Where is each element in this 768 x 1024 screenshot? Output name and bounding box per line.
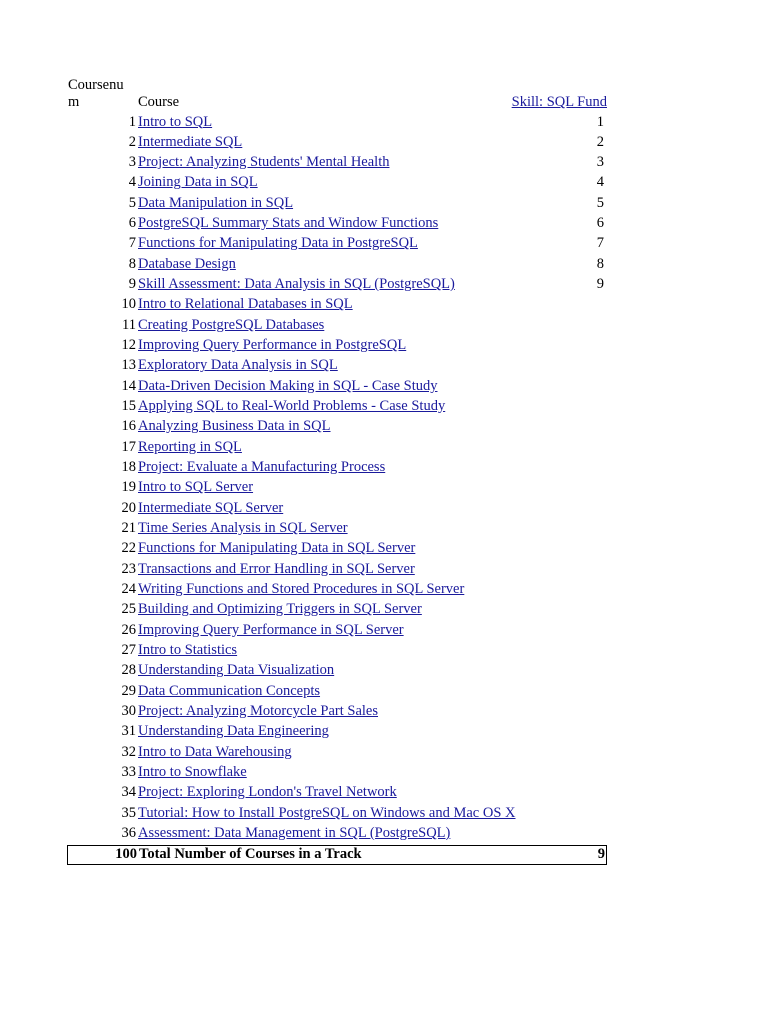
- course-number: 22: [121, 540, 136, 557]
- table-row: [68, 683, 608, 703]
- skill-order: 4: [596, 174, 604, 191]
- course-link[interactable]: Improving Query Performance in SQL Server: [138, 621, 404, 638]
- table-row: [68, 479, 608, 499]
- table-row: [68, 317, 608, 337]
- table-row: [68, 337, 608, 357]
- table-row: [68, 744, 608, 764]
- table-row: [68, 703, 608, 723]
- table-row: [68, 256, 608, 276]
- course-number: 24: [121, 581, 136, 598]
- course-link[interactable]: Intro to Relational Databases in SQL: [138, 296, 353, 313]
- table-row: [68, 805, 608, 825]
- table-row: [68, 520, 608, 540]
- table-row: [68, 784, 608, 804]
- course-number: 3: [128, 154, 136, 171]
- table-row: [68, 235, 608, 255]
- course-link[interactable]: Tutorial: How to Install PostgreSQL on Windows and Mac OS X: [138, 804, 516, 821]
- course-number: 29: [121, 682, 136, 699]
- header-skill-link[interactable]: Skill: SQL Fund: [511, 94, 607, 110]
- table-row: [68, 561, 608, 581]
- table-row: [68, 622, 608, 642]
- course-link[interactable]: Functions for Manipulating Data in PostgreSQL: [138, 235, 418, 252]
- skill-order: 5: [596, 194, 604, 211]
- course-link[interactable]: Intro to Data Warehousing: [138, 743, 292, 760]
- course-number: 2: [128, 133, 136, 150]
- course-link[interactable]: Intermediate SQL: [138, 133, 243, 150]
- course-link[interactable]: Project: Evaluate a Manufacturing Process: [138, 459, 386, 476]
- course-link[interactable]: Creating PostgreSQL Databases: [138, 316, 325, 333]
- table-row: [68, 398, 608, 418]
- header-num-label: Coursenu m: [68, 77, 124, 110]
- table-row: [68, 825, 608, 845]
- table-row: [68, 418, 608, 438]
- table-row: [68, 357, 608, 377]
- course-link[interactable]: Project: Analyzing Motorcycle Part Sales: [138, 703, 379, 720]
- table-row: [68, 439, 608, 459]
- course-link[interactable]: Joining Data in SQL: [138, 174, 258, 191]
- table-row: [68, 195, 608, 215]
- course-number: 9: [128, 276, 136, 293]
- course-number: 28: [121, 662, 136, 679]
- course-link[interactable]: Project: Exploring London's Travel Network: [138, 784, 397, 801]
- course-number: 34: [121, 784, 136, 801]
- course-link[interactable]: Data Manipulation in SQL: [138, 194, 294, 211]
- skill-order: 7: [596, 235, 604, 252]
- course-number: 30: [121, 703, 136, 720]
- course-link[interactable]: Functions for Manipulating Data in SQL Server: [138, 540, 416, 557]
- course-link[interactable]: Assessment: Data Management in SQL (PostgreSQL): [138, 825, 451, 842]
- skill-order: 8: [596, 255, 604, 272]
- table-row: [68, 174, 608, 194]
- course-link[interactable]: Data-Driven Decision Making in SQL - Case Study: [138, 377, 438, 394]
- course-link[interactable]: Skill Assessment: Data Analysis in SQL (PostgreSQL): [138, 276, 455, 293]
- header-course-label: Course: [138, 94, 180, 110]
- course-number: 25: [121, 601, 136, 618]
- table-row: [68, 154, 608, 174]
- table-row: [68, 114, 608, 134]
- course-link[interactable]: Project: Analyzing Students' Mental Health: [138, 154, 390, 171]
- table-row: [68, 764, 608, 784]
- total-num: 100: [115, 846, 137, 862]
- table-row: [68, 276, 608, 296]
- course-link[interactable]: Data Communication Concepts: [138, 682, 321, 699]
- course-number: 16: [121, 418, 136, 435]
- table-row: [68, 378, 608, 398]
- table-row: [68, 581, 608, 601]
- course-number: 21: [121, 520, 136, 537]
- total-row: [67, 845, 607, 865]
- skill-order: 6: [596, 215, 604, 232]
- table-row: [68, 134, 608, 154]
- course-number: 1: [128, 113, 136, 130]
- total-skill: 9: [597, 846, 605, 862]
- table-row: [68, 215, 608, 235]
- course-link[interactable]: Intro to SQL Server: [138, 479, 254, 496]
- course-number: 8: [128, 255, 136, 272]
- table-row: [68, 642, 608, 662]
- table-row: [68, 459, 608, 479]
- course-number: 23: [121, 560, 136, 577]
- course-number: 19: [121, 479, 136, 496]
- course-number: 7: [128, 235, 136, 252]
- course-number: 11: [122, 316, 136, 333]
- skill-order: 1: [596, 113, 604, 130]
- course-number: 20: [121, 499, 136, 516]
- course-link[interactable]: Analyzing Business Data in SQL: [138, 418, 331, 435]
- course-link[interactable]: Intro to SQL: [138, 113, 213, 130]
- course-number: 4: [128, 174, 136, 191]
- course-link[interactable]: Applying SQL to Real-World Problems - Case Study: [138, 398, 446, 415]
- table-row: [68, 540, 608, 560]
- course-number: 13: [121, 357, 136, 374]
- skill-order: 9: [596, 276, 604, 293]
- course-link[interactable]: Transactions and Error Handling in SQL Server: [138, 560, 415, 577]
- course-link[interactable]: Writing Functions and Stored Procedures in SQL Server: [138, 581, 465, 598]
- course-number: 18: [121, 459, 136, 476]
- skill-order: 3: [596, 154, 604, 171]
- course-number: 32: [121, 743, 136, 760]
- course-number: 36: [121, 825, 136, 842]
- course-number: 31: [121, 723, 136, 740]
- table-row: [68, 601, 608, 621]
- course-number: 14: [121, 377, 136, 394]
- course-link[interactable]: Building and Optimizing Triggers in SQL Server: [138, 601, 422, 618]
- course-link[interactable]: PostgreSQL Summary Stats and Window Functions: [138, 215, 439, 232]
- course-link[interactable]: Database Design: [138, 255, 236, 272]
- course-link[interactable]: Exploratory Data Analysis in SQL: [138, 357, 338, 374]
- course-number: 5: [128, 194, 136, 211]
- course-link[interactable]: Reporting in SQL: [138, 438, 242, 455]
- course-link[interactable]: Intro to Snowflake: [138, 764, 247, 781]
- course-number: 35: [121, 804, 136, 821]
- table-row: [68, 662, 608, 682]
- course-number: 26: [121, 621, 136, 638]
- course-number: 27: [121, 642, 136, 659]
- course-number: 15: [121, 398, 136, 415]
- course-number: 17: [121, 438, 136, 455]
- course-link[interactable]: Improving Query Performance in PostgreSQL: [138, 337, 407, 354]
- course-number: 10: [121, 296, 136, 313]
- course-link[interactable]: Understanding Data Visualization: [138, 662, 335, 679]
- course-link[interactable]: Understanding Data Engineering: [138, 723, 329, 740]
- course-number: 12: [121, 337, 136, 354]
- skill-order: 2: [596, 133, 604, 150]
- table-row: [68, 723, 608, 743]
- table-row: [68, 500, 608, 520]
- total-label: Total Number of Courses in a Track: [139, 846, 362, 862]
- course-link[interactable]: Time Series Analysis in SQL Server: [138, 520, 348, 537]
- course-number: 33: [121, 764, 136, 781]
- course-link[interactable]: Intermediate SQL Server: [138, 499, 284, 516]
- course-number: 6: [128, 215, 136, 232]
- table-row: [68, 296, 608, 316]
- course-link[interactable]: Intro to Statistics: [138, 642, 238, 659]
